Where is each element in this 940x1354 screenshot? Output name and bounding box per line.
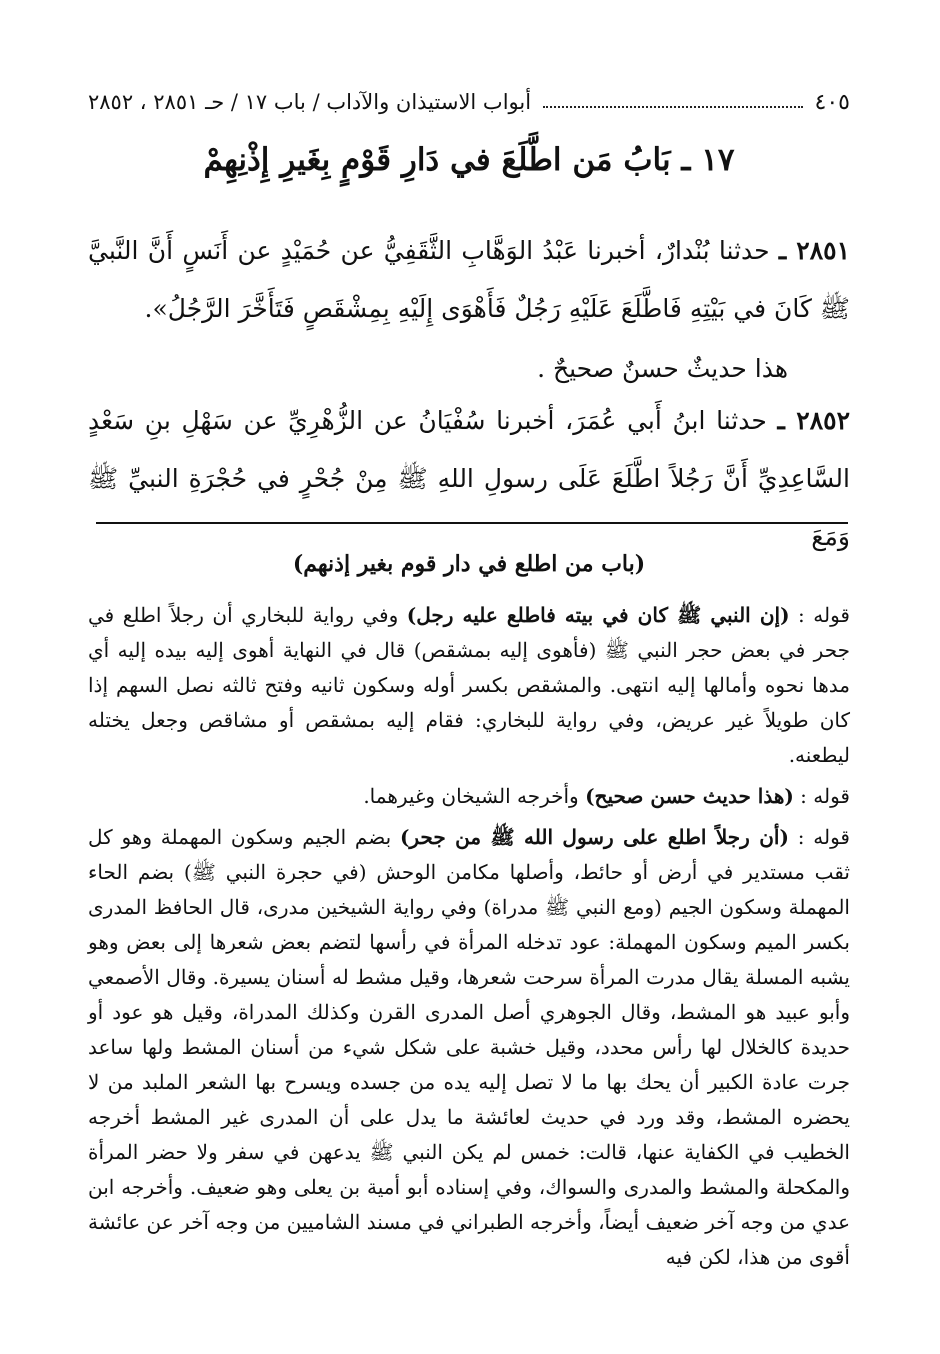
hadith-text: حدثنا بُنْدارٌ، أخبرنا عَبْدُ الوَهَّابِ الثَّقَفِيُّ عن حُمَيْدٍ عن أَنَسٍ أَنَّ النَّبيَّ ﷺ كَانَ في بَيْتِهِ فَاطَّلَعَ عَلَيْهِ رَجُلٌ فَأَهْوَى إِلَيْهِ بِمِشْقَصٍ فَتَأَخَّرَ الرَّجُلُ». [88, 236, 850, 323]
footnote-separator [96, 522, 848, 524]
hadith-grade: هذا حديثٌ حسنٌ صحيحٌ . [537, 354, 788, 383]
hadith-text: حدثنا ابنُ أَبي عُمَرَ، أخبرنا سُفْيَانُ عن الزُّهْرِيِّ عن سَهْلِ بنِ سَعْدٍ السَّاعِدِيِّ أَنَّ رَجُلاً اطَّلَعَ عَلَى رسولِ اللهِ ﷺ مِنْ جُحْرٍ في حُجْرَةِ النبيِّ ﷺ وَمَعَ [88, 406, 850, 551]
hadith-2852 [88, 392, 850, 566]
commentary-lead: قوله : [789, 603, 850, 627]
page-header [88, 82, 850, 122]
commentary-quote: (أن رجلاً اطلع على رسول الله ﷺ من جحر) [399, 825, 789, 849]
commentary-paragraph [88, 598, 850, 773]
commentary-text: بضم الجيم وسكون المهملة وهو كل ثقب مستدير في أرض أو حائط، وأصلها مكامن الوحش (في حجرة النبي ﷺ) بضم الحاء المهملة وسكون الجيم (ومع النبي ﷺ مدراة) وفي رواية الشيخين مدرى، قال الحافظ المدرى بكسر الميم وسكون المهملة: عود تدخله المرأة في رأسها لتضم بعض شعرها إلى بعض وهو يشبه المسلة يقال مدرت المرأة سرحت شعرها، وقيل مشط له أسنان يسيرة. وقال الأصمعي وأبو عبيد هو المشط، وقال الجوهري أصل المدرى القرن وكذلك المدراة، وقيل هو عود أو حديدة كالخلال لها رأس محدد، وقيل خشبة على شكل شيء من أسنان المشط ولها ساعد جرت عادة الكبير أن يحك بها ما لا تصل إليه يده من جسده ويسرح بها الشعر الملبد من لا يحضره المشط، وقد ورد في حديث لعائشة ما يدل على أن المدرى غير المشط أخرجه الخطيب في الكفاية عنها، قالت: خمس لم يكن النبي ﷺ يدعهن في سفر ولا حضر المرأة والمكحلة والمشط والمدرى والسواك، وفي إسناده أبو أمية بن يعلى وهو ضعيف. وأخرجه ابن عدي من وجه آخر ضعيف أيضاً، وأخرجه الطبراني في مسند الشاميين من وجه آخر عن عائشة أقوى من هذا، لكن فيه [88, 825, 850, 1269]
commentary-lead: قوله : [793, 784, 850, 808]
commentary-paragraph [88, 820, 850, 1275]
commentary-text: وأخرجه الشيخان وغيرهما. [363, 784, 586, 808]
commentary-lead: قوله : [788, 825, 850, 849]
commentary-body [88, 598, 850, 1275]
commentary-quote: (هذا حديث حسن صحيح) [585, 784, 794, 808]
hadith-number: ٢٨٥٢ ـ [777, 406, 850, 435]
page-number: ٤٠٥ [814, 89, 850, 115]
commentary-paragraph [88, 779, 850, 814]
chapter-title: ١٧ ـ بَابُ مَن اطَّلَعَ في دَارِ قَوْمٍ بِغَيرِ إِذْنِهِمْ [203, 142, 735, 178]
hadith-number: ٢٨٥١ ـ [778, 236, 850, 265]
commentary-title: (باب من اطلع في دار قوم بغير إذنهم) [292, 551, 646, 577]
commentary-quote: (إن النبي ﷺ كان في بيته فاطلع عليه رجل) [406, 603, 790, 627]
running-title: أبواب الاستيذان والآداب / باب ١٧ / حـ ٢٨٥١ ، ٢٨٥٢ [88, 90, 532, 114]
commentary-text: وفي رواية للبخاري أن رجلاً اطلع في جحر في بعض حجر النبي ﷺ (فأهوى إليه بمشقص) قال في النهاية أهوى إليه بيده إليه أي مدها نحوه وأمالها إليه انتهى. والمشقص بكسر أوله وسكون ثانيه وفتح ثالثه نصل السهم إذا كان طويلاً غير عريض، وفي رواية للبخاري: فقام إليه بمشقص أو مشاقص وجعل يختله ليطعنه. [88, 603, 850, 767]
hadith-2851 [88, 222, 850, 338]
header-dot-leader [543, 96, 802, 108]
